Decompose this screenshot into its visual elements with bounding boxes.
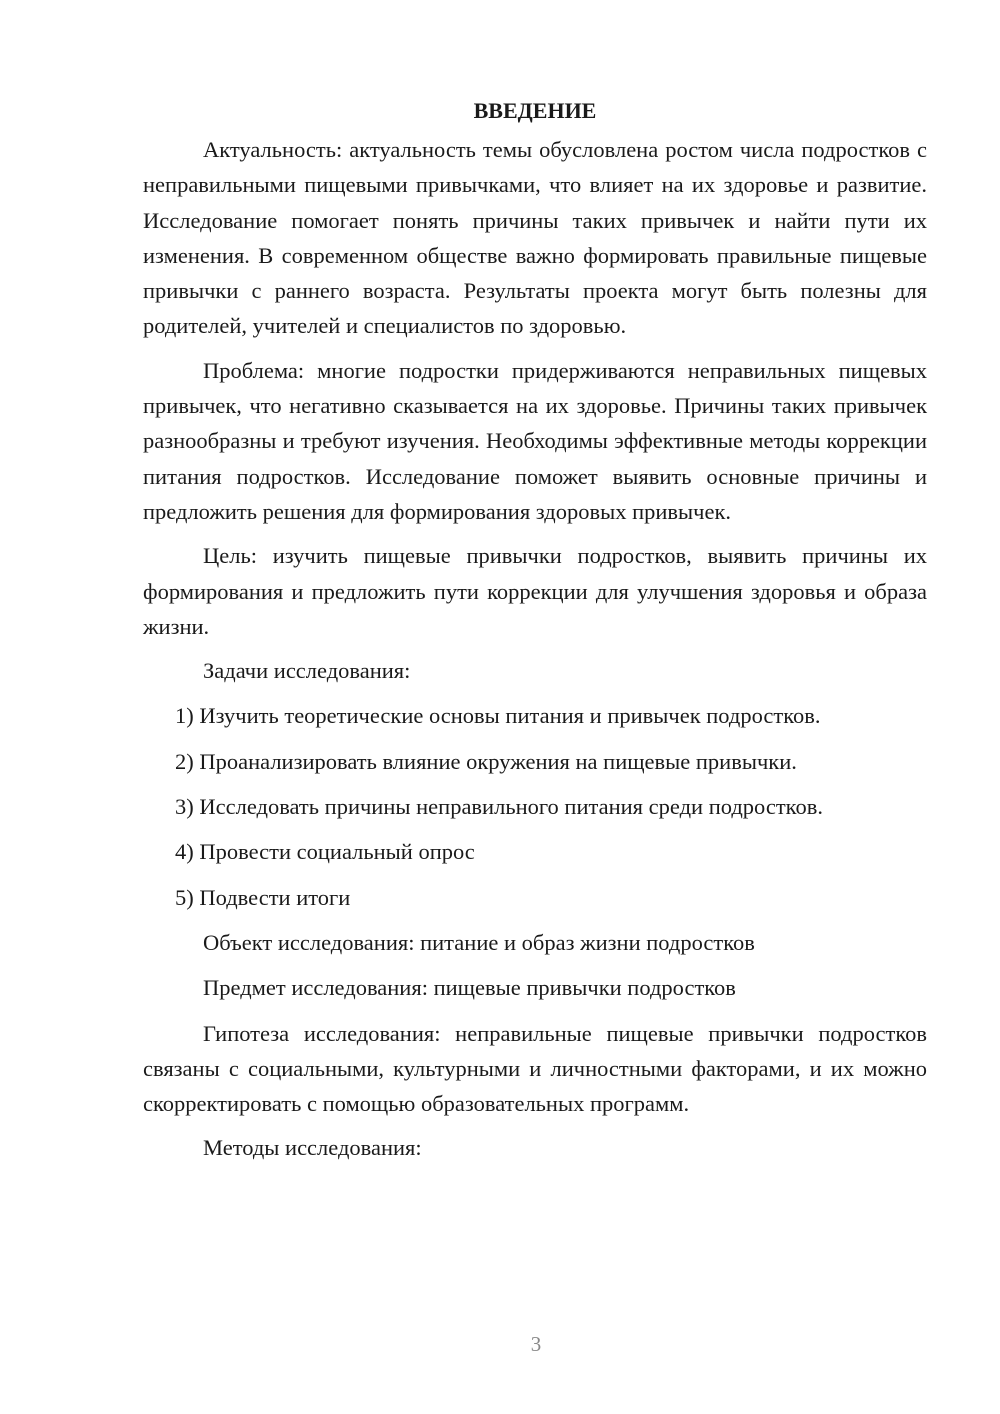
page-number: 3	[530, 1332, 542, 1356]
task-item: 5) Подвести итоги	[175, 884, 351, 910]
task-item: 2) Проанализировать влияние окружения на пищевые привычки.	[175, 748, 797, 774]
relevance-paragraph: Актуальность: актуальность темы обусловлена ростом числа подростков с неправильными пищевыми привычками, что влияет на их здоровье и развитие. Исследование помогает понять причины таких привычек и найти пути их изменения. В современном обществе важно формировать правильные пищевые привычки с раннего возраста. Результаты проекта могут быть полезны для родителей, учителей и специалистов по здоровью.	[143, 137, 927, 339]
task-item: 1) Изучить теоретические основы питания и привычек подростков.	[175, 703, 821, 729]
problem-paragraph: Проблема: многие подростки придерживаются неправильных пищевых привычек, что негативно сказывается на их здоровье. Причины таких привычек разнообразны и требуют изучения. Необходимы эффективные методы коррекции питания подростков. Исследование поможет выявить основные причины и предложить решения для формирования здоровых привычек.	[143, 357, 927, 524]
hypothesis-paragraph: Гипотеза исследования: неправильные пищевые привычки подростков связаны с социальными, культурными и личностными факторами, и их можно скорректировать с помощью образовательных программ.	[143, 1020, 927, 1117]
tasks-title: Задачи исследования:	[203, 658, 411, 684]
research-object: Объект исследования: питание и образ жизни подростков	[203, 929, 755, 955]
methods-title: Методы исследования:	[203, 1135, 422, 1161]
research-subject: Предмет исследования: пищевые привычки подростков	[203, 975, 736, 1001]
document-page	[143, 96, 927, 1176]
task-item: 4) Провести социальный опрос	[175, 839, 475, 865]
section-heading: ВВЕДЕНИЕ	[473, 98, 597, 123]
goal-paragraph: Цель: изучить пищевые привычки подростков, выявить причины их формирования и предложить пути коррекции для улучшения здоровья и образа жизни.	[143, 543, 927, 639]
task-item: 3) Исследовать причины неправильного питания среди подростков.	[175, 794, 823, 820]
tasks-list	[143, 698, 927, 914]
